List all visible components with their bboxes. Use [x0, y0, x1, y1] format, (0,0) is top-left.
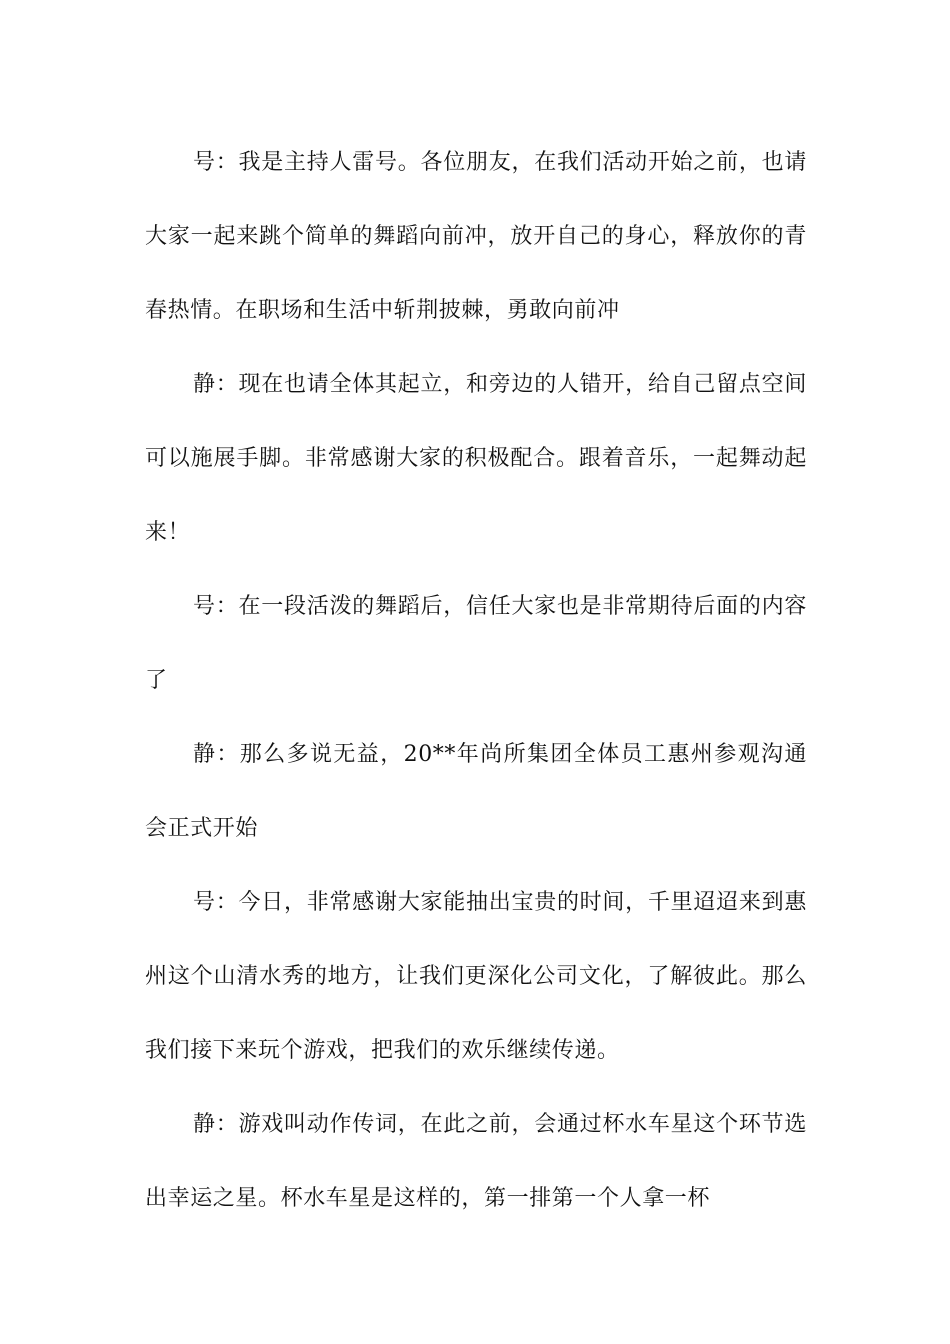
document-body	[145, 126, 807, 1236]
paragraph-host-hao-intro: 号：我是主持人雷号。各位朋友，在我们活动开始之前，也请大家一起来跳个简单的舞蹈向前冲，放开自己的身心，释放你的青春热情。在职场和生活中斩荆披棘，勇敢向前冲	[145, 150, 807, 323]
paragraph-host-jing-opening: 静：那么多说无益，20**年尚所集团全体员工惠州参观沟通会正式开始	[145, 742, 807, 841]
paragraph-host-hao-thanks: 号：今日，非常感谢大家能抽出宝贵的时间，千里迢迢来到惠州这个山清水秀的地方，让我们更深化公司文化，了解彼此。那么我们接下来玩个游戏，把我们的欢乐继续传递。	[145, 890, 807, 1063]
paragraph-host-hao-after-dance: 号：在一段活泼的舞蹈后，信任大家也是非常期待后面的内容了	[145, 594, 807, 693]
paragraph-host-jing-stand: 静：现在也请全体其起立，和旁边的人错开，给自己留点空间可以施展手脚。非常感谢大家的积极配合。跟着音乐，一起舞动起来！	[145, 372, 807, 545]
paragraph-host-jing-game: 静：游戏叫动作传词，在此之前，会通过杯水车星这个环节选出幸运之星。杯水车星是这样的，第一排第一个人拿一杯	[145, 1112, 807, 1211]
